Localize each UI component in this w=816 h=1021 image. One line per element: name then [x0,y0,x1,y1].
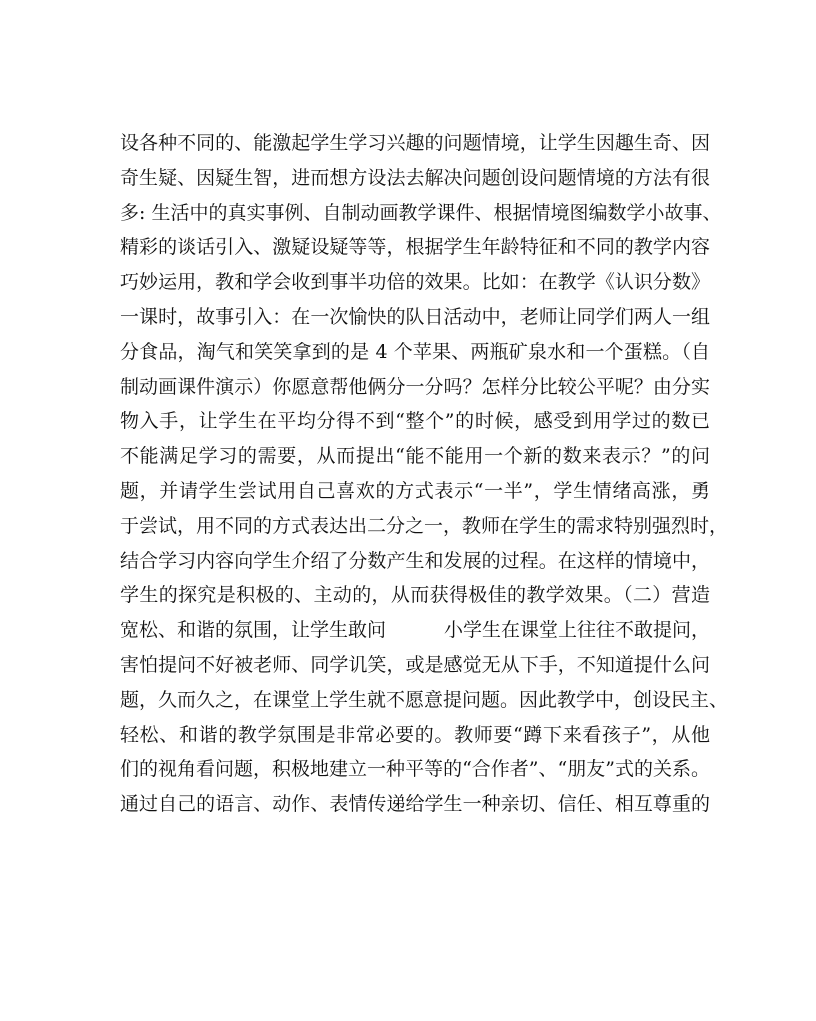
text-line: 分食品，淘气和笑笑拿到的是 4 个苹果、两瓶矿泉水和一个蛋糕。（自 [120,340,710,363]
text-line: 于尝试，用不同的方式表达出二分之一，教师在学生的需求特别强烈时， [120,514,729,537]
text-line: 轻松、和谐的教学氛围是非常必要的。教师要“蹲下来看孩子”，从他 [120,723,710,746]
body-text [120,126,729,822]
text-line: 一课时，故事引入：在一次愉快的队日活动中，老师让同学们两人一组 [120,305,710,328]
text-line: 物入手，让学生在平均分得不到“整个”的时候，感受到用学过的数已 [120,410,710,433]
text-line: 设各种不同的、能激起学生学习兴趣的问题情境，让学生因趣生奇、因 [120,132,710,154]
text-line: 害怕提问不好被老师、同学讥笑，或是感觉无从下手，不知道提什么问 [120,653,710,676]
text-line: 题，并请学生尝试用自己喜欢的方式表示“一半”，学生情绪高涨，勇 [120,479,710,502]
text-line: 精彩的谈话引入、激疑设疑等等，根据学生年龄特征和不同的教学内容 [120,236,710,259]
section-heading-line [120,613,710,648]
text-line: 学生的探究是积极的、主动的，从而获得极佳的教学效果。（二）营造 [120,584,710,607]
text-line: 多: 生活中的真实事例、自制动画教学课件、根据情境图编数学小故事、 [120,201,722,224]
section-heading: 宽松、和谐的氛围，让学生敢问 [120,619,387,642]
text-line: 奇生疑、因疑生智，进而想方设法去解决问题创设问题情境的方法有很 [120,166,710,189]
text-line: 制动画课件演示）你愿意帮他俩分一分吗？怎样分比较公平呢？由分实 [120,375,710,398]
text-line: 不能满足学习的需要，从而提出“能不能用一个新的数来表示？”的问 [120,445,710,468]
paragraph-start: 小学生在课堂上往往不敢提问， [444,619,711,642]
text-line: 巧妙运用，教和学会收到事半功倍的效果。比如：在教学《认识分数》 [120,271,710,294]
text-line: 们的视角看问题，积极地建立一种平等的“合作者”、“朋友”式的关系。 [120,758,710,781]
text-line: 结合学习内容向学生介绍了分数产生和发展的过程。在这样的情境中， [120,549,710,572]
text-line: 通过自己的语言、动作、表情传递给学生一种亲切、信任、相互尊重的 [120,793,710,816]
text-line: 题，久而久之，在课堂上学生就不愿意提问题。因此教学中，创设民主、 [120,688,729,711]
